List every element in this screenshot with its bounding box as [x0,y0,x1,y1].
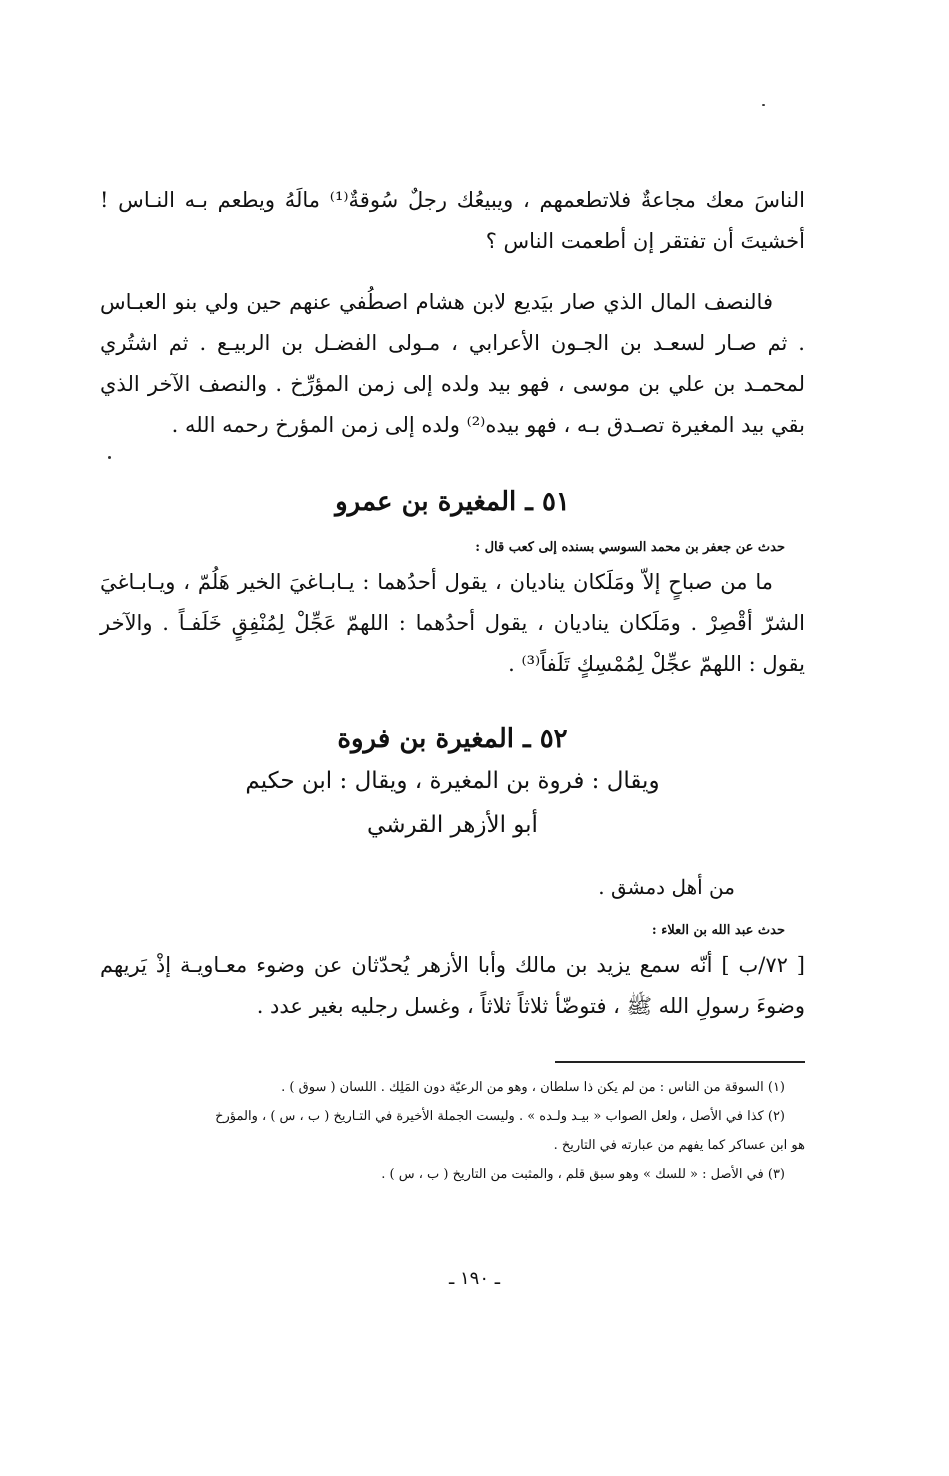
page-number: ـ ١٩٠ ـ [448,1268,500,1289]
scan-speck [762,104,765,106]
footnotes [100,1073,805,1189]
section-51-heading: ٥١ ـ المغيرة بن عمرو [335,487,570,517]
section-52-kunya: أبو الأزهر القرشي [367,812,538,838]
document-page [100,180,805,1189]
section-52-origin: من أهل دمشق . [598,875,735,899]
footnote-1: (١) السوقة من الناس : من لم يكن ذا سلطان ، وهو من الرعيّة دون المَلِك . اللسان ( سوق ) . [281,1080,785,1095]
section-52-heading: ٥٢ ـ المغيرة بن فروة [337,724,568,754]
intro-paragraph-1: الناسَ معك مجاعةٌ فلاتطعمهم ، ويبيعُك رجلٌ سُوقةٌ⁽¹⁾ مالَهُ ويطعم بـه النـاس ! أخشيتَ أن تفتقر إن أطعمت الناس ؟ [100,188,805,253]
section-51-text: ما من صباحٍ إلاّ ومَلَكان يناديان ، يقول أحدُهما : يـابـاغيَ الخير هَلُمّ ، ويـابـاغيَ الشرّ أقْصِرْ . ومَلَكان يناديان ، يقول أحدُهما : اللهمّ عَجِّلْ لِمُنْفِقٍ خَلَفـاً . والآخر يقول : اللهمّ عجِّلْ لِمُمْسِكٍ تَلَفاً⁽³⁾ . [100,570,805,676]
section-52-chain: حدث عبد الله بن العلاء : [651,923,785,938]
footnote-2-continued: هو ابن عساكر كما يفهم من عبارته في التاريخ . [553,1138,805,1153]
section-52-alt-name: ويقال : فروة بن المغيرة ، ويقال : ابن حكيم [245,768,660,794]
section-51-chain: حدث عن جعفر بن محمد السوسي بسنده إلى كعب قال : [475,540,785,555]
footnote-3: (٣) في الأصل : « للسك » وهو سبق قلم ، والمثبت من التاريخ ( ب ، س ) . [381,1167,785,1182]
section-52 [100,719,805,1027]
section-51 [100,482,805,685]
section-52-text: [ ٧٢/ب ] أنّه سمع يزيد بن مالك وأبا الأزهر يُحدّثان عن وضوء معـاويـة إذْ يَريهم وضوءَ رسولِ الله ﷺ ، فتوضّأ ثلاثاً ثلاثاً ، وغسل رجليه بغير عدد . [100,953,805,1018]
intro-paragraph-2: فالنصف المال الذي صار بيَديع لابن هشام اصطُفي عنهم حين ولي بنو العبـاس . ثم صـار لسعـد بن الجـون الأعرابي ، مـولى الفضـل بن الربيـع . ثم اشتُري لمحمـد بن علي بن موسى ، فهو بيد ولده إلى زمن المؤرِّخ . والنصف الآخر الذي بقي بيد المغيرة تصـدق بـه ، فهو بيده⁽²⁾ ولده إلى زمن المؤرخ رحمه الله . [100,290,805,437]
footnote-divider [555,1061,805,1063]
footnote-2: (٢) كذا في الأصل ، ولعل الصواب « بيـد ولـده » . وليست الجملة الأخيرة في التـاريخ ( ب ، س ) ، والمؤرخ [215,1109,785,1124]
